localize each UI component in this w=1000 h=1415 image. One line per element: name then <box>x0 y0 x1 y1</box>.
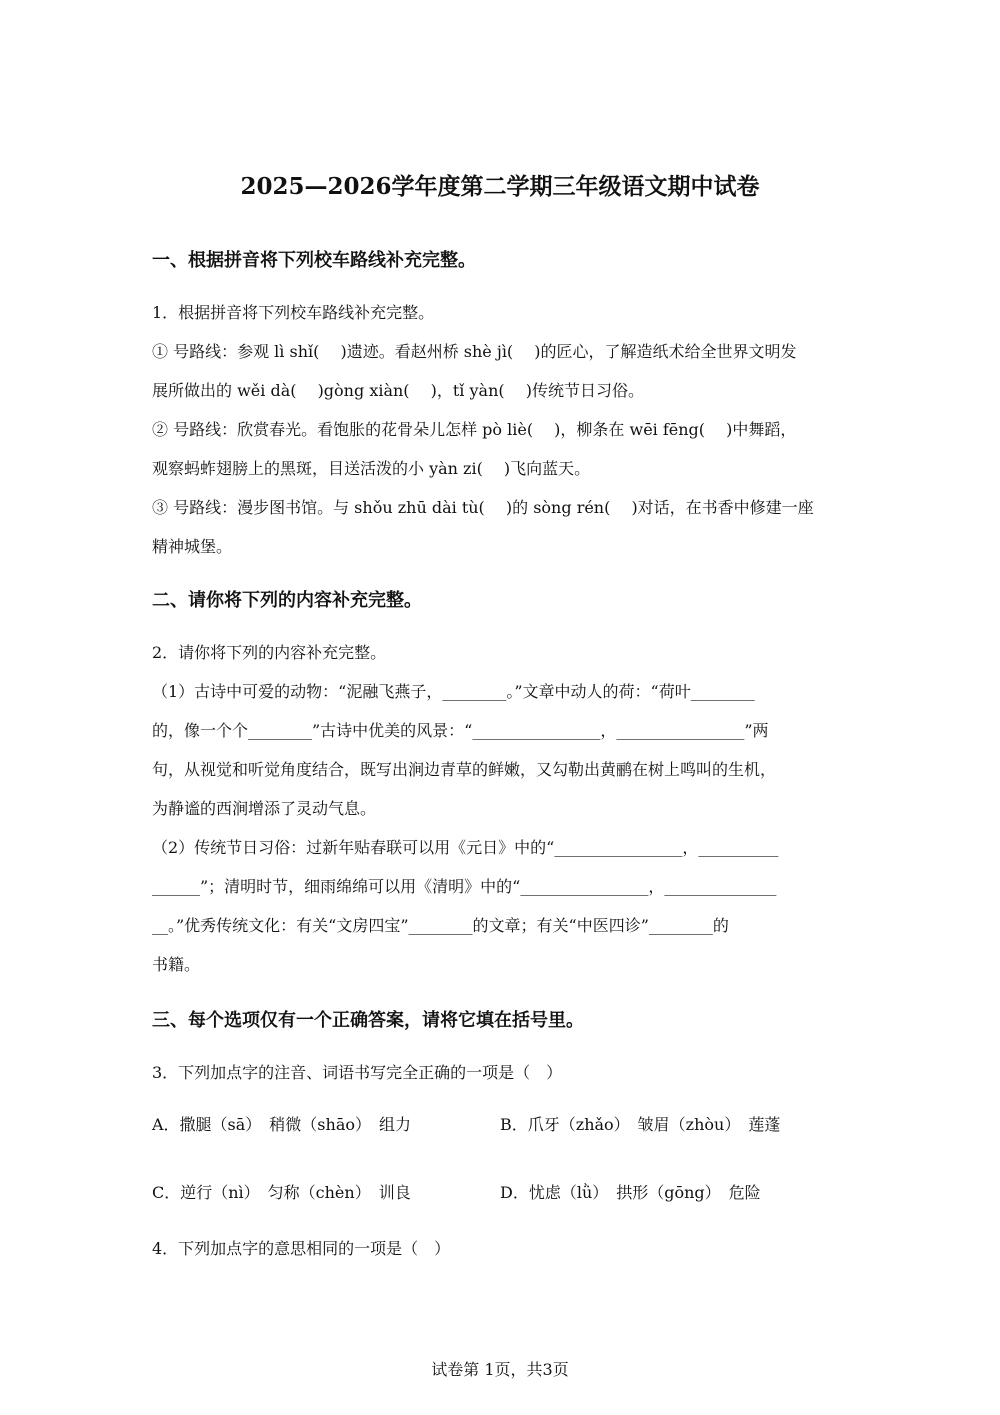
question-2-line: 书籍。 <box>152 955 201 974</box>
question-1-line: ③ 号路线：漫步图书馆。与 shǒu zhū dài tù( )的 sòng rén( )对话，在书香中修建一座 <box>152 498 814 517</box>
question-1-stem: 1．根据拼音将下列校车路线补充完整。 <box>152 303 435 322</box>
question-1-line: 观察蚂蚱翅膀上的黑斑，目送活泼的小 yàn zi( )飞向蓝天。 <box>152 459 591 478</box>
section-heading-2: 二、请你将下列的内容补充完整。 <box>152 590 422 611</box>
question-3-option-c: C．逆行（nì） 匀称（chèn） 训良 <box>152 1183 411 1202</box>
question-1-line: ② 号路线：欣赏春光。看饱胀的花骨朵儿怎样 pò liè( )，柳条在 wēi fēng( )中舞蹈， <box>152 420 797 439</box>
question-4-stem: 4．下列加点字的意思相同的一项是（ ） <box>152 1239 451 1258</box>
question-2-line: __。”优秀传统文化：有关“文房四宝”________的文章；有关“中医四诊”________的 <box>152 916 729 935</box>
question-2-line: （1）古诗中可爱的动物：“泥融飞燕子，________。”文章中动人的荷：“荷叶________ <box>152 682 755 701</box>
section-heading-1: 一、根据拼音将下列校车路线补充完整。 <box>152 250 476 271</box>
question-1-line: 展所做出的 wěi dà( )gòng xiàn( )，tǐ yàn( )传统节日习俗。 <box>152 381 644 400</box>
question-2-line: 的，像一个个________”古诗中优美的风景：“________________，________________”两 <box>152 721 769 740</box>
question-2-stem: 2．请你将下列的内容补充完整。 <box>152 643 387 662</box>
question-1-line: 精神城堡。 <box>152 537 233 556</box>
page-title: 2025—2026学年度第二学期三年级语文期中试卷 <box>240 173 760 200</box>
section-heading-3: 三、每个选项仅有一个正确答案，请将它填在括号里。 <box>152 1010 584 1031</box>
question-3-option-d: D．忧虑（lǜ） 拱形（gōng） 危险 <box>500 1183 761 1202</box>
page-footer: 试卷第 1页，共3页 <box>431 1360 569 1379</box>
question-2-line: 句，从视觉和听觉角度结合，既写出涧边青草的鲜嫩，又勾勒出黄鹂在树上鸣叫的生机， <box>152 760 777 779</box>
question-2-line: （2）传统节日习俗：过新年贴春联可以用《元日》中的“________________，__________ <box>152 838 779 857</box>
question-2-line: ______”；清明时节，细雨绵绵可以用《清明》中的“________________，______________ <box>152 877 777 896</box>
question-3-stem: 3．下列加点字的注音、词语书写完全正确的一项是（ ） <box>152 1063 563 1082</box>
question-2-line: 为静谧的西涧增添了灵动气息。 <box>152 799 377 818</box>
question-1-line: ① 号路线：参观 lì shǐ( )遗迹。看赵州桥 shè jì( )的匠心，了解造纸术给全世界文明发 <box>152 342 797 361</box>
question-3-option-b: B．爪牙（zhǎo） 皱眉（zhòu） 莲蓬 <box>500 1115 781 1134</box>
question-3-option-a: A．撒腿（sā） 稍微（shāo） 组力 <box>152 1115 411 1134</box>
